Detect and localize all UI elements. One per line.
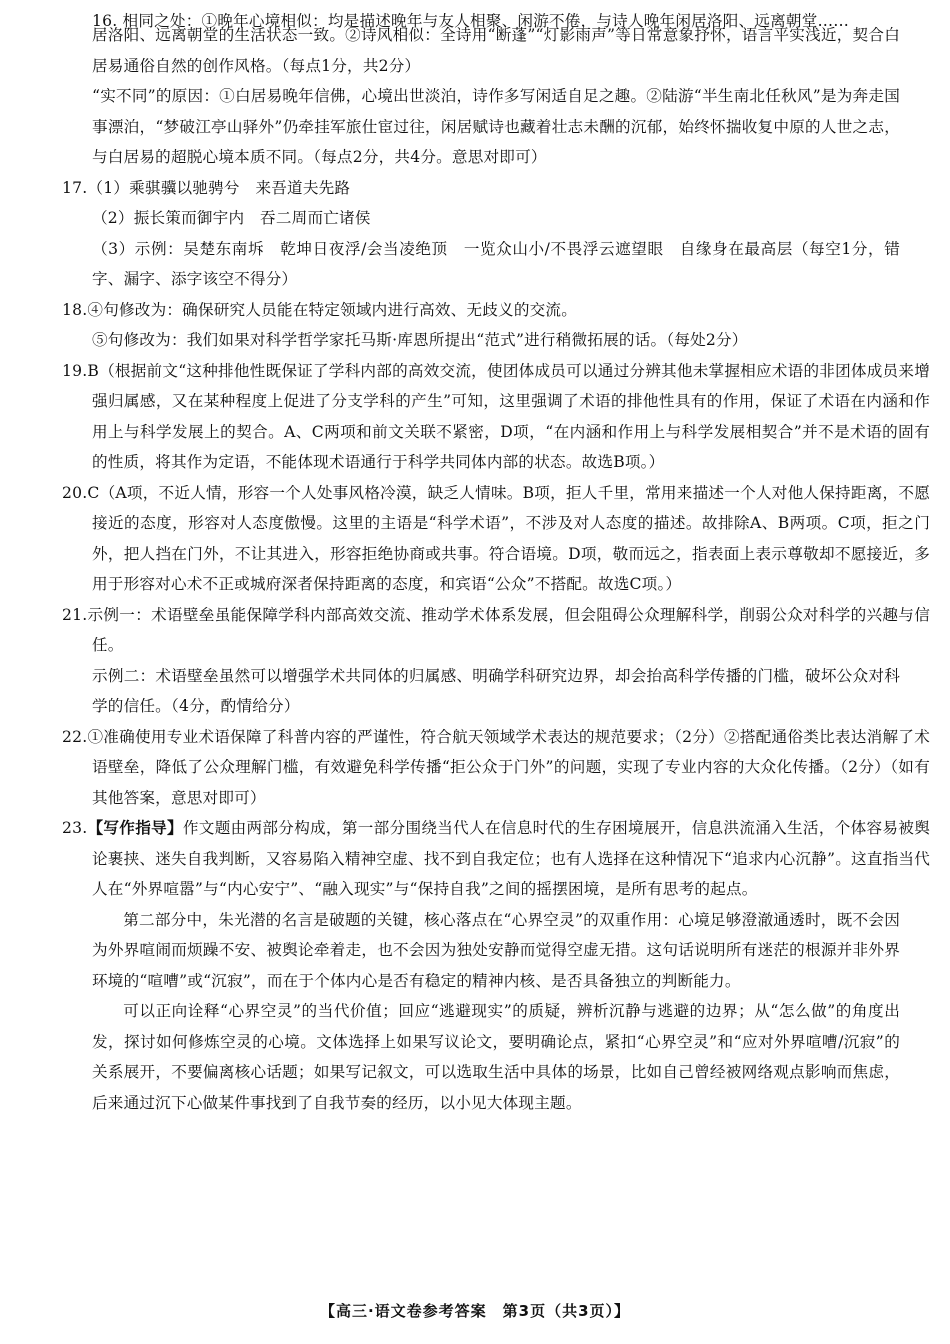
cut-off-line: 16. 相同之处：①晚年心境相似：均是描述晚年与友人相聚、闲游不倦，与诗人晚年闲居洛阳、远离朝堂…… (92, 12, 850, 30)
q23-paragraph-1: 作文题由两部分构成，第一部分围绕当代人在信息时代的生存困境展开，信息洪流涌入生活，个体容易被舆论裹挟、迷失自我判断，又容易陷入精神空虚、找不到自我定位；也有人选择在这种情况下“追求内心沉静”。这直指当代人在“外界喧嚣”与“内心安宁”、“融入现实”与“保持自我”之间的摇摆困境，是所有思考的起点。 (92, 819, 931, 898)
q23-label: 【写作指导】 (87, 818, 183, 837)
q16-continuation-2: “实不同”的原因：①白居易晚年信佛，心境出世淡泊，诗作多写闲适自足之趣。②陆游“半生南北任秋风”是为奔走国事漂泊，“梦破江亭山驿外”仍牵挂军旅仕宦过往，闲居赋诗也藏着壮志未酬的沉郁，始终怀揣收复中原的人世之志，与白居易的超脱心境本质不同。（每点2分，共4分。意思对即可） (92, 87, 900, 166)
q17-item-2: （2）振长策而御宇内 吞二周而亡诸侯 (92, 209, 371, 227)
q23-paragraph-3: 可以正向诠释“心界空灵”的当代价值；回应“逃避现实”的质疑，辨析沉静与逃避的边界；从“怎么做”的角度出发，探讨如何修炼空灵的心境。文体选择上如果写议论文，要明确论点，紧扣“心界空灵”和“应对外界喧嘈/沉寂”的关系展开，不要偏离核心话题；如果写记叙文，可以选取生活中具体的场景，比如自己曾经被网络观点影响而焦虑，后来通过沉下心做某件事找到了自我节奏的经历，以小见大体现主题。 (92, 1002, 900, 1112)
q18-item-2: ⑤句修改为：我们如果对科学哲学家托马斯·库恩所提出“范式”进行稍微拓展的话。（每处2分） (92, 331, 748, 349)
q19-answer: 19.B（根据前文“这种排他性既保证了学科内部的高效交流，使团体成员可以通过分辨其他未掌握相应术语的非团体成员来增强归属感，又在某种程度上促进了分支学科的产生”可知，这里强调了术语的排他性具有的作用，保证了术语在内涵和作用上与科学发展上的契合。A、C两项和前文关联不紧密，D项，“在内涵和作用上与科学发展相契合”并不是术语的固有的性质，将其作为定语，不能体现术语通行于科学共同体内部的状态。故选B项。） (62, 361, 930, 471)
answer-content (62, 6, 931, 1118)
q23-number: 23. (62, 819, 88, 837)
q23-writing-guide (62, 813, 930, 905)
q17-item-1: 17.（1）乘骐骥以驰骋兮 来吾道夫先路 (62, 178, 351, 197)
page-footer: 【高三·语文卷参考答案 第3页（共3页）】 (319, 1302, 631, 1320)
q21-example-1: 21.示例一：术语壁垒虽能保障学科内部高效交流、推动学术体系发展，但会阻碍公众理解科学，削弱公众对科学的兴趣与信任。 (62, 605, 930, 654)
q18-item-1: 18.④句修改为：确保研究人员能在特定领域内进行高效、无歧义的交流。 (62, 300, 578, 319)
q17-item-3: （3）示例：吴楚东南坼 乾坤日夜浮/会当凌绝顶 一览众山小/不畏浮云遮望眼 自缘身在最高层（每空1分，错字、漏字、添字该空不得分） (92, 239, 900, 288)
q16-continuation-1: 居洛阳、远离朝堂的生活状态一致。②诗风相似：全诗用“断蓬”“灯影雨声”等日常意象抒怀，语言平实浅近，契合白居易通俗自然的创作风格。（每点1分，共2分） (92, 26, 900, 75)
q20-answer: 20.C（A项，不近人情，形容一个人处事风格冷漠，缺乏人情味。B项，拒人千里，常用来描述一个人对他人保持距离，不愿接近的态度，形容对人态度傲慢。这里的主语是“科学术语”，不涉及对人态度的描述。故排除A、B两项。C项，拒之门外，把人挡在门外，不让其进入，形容拒绝协商或共事。符合语境。D项，敬而远之，指表面上表示尊敬却不愿接近，多用于形容对心术不正或城府深者保持距离的态度，和宾语“公众”不搭配。故选C项。） (62, 483, 930, 593)
q21-example-2: 示例二：术语壁垒虽然可以增强学术共同体的归属感、明确学科研究边界，却会抬高科学传播的门槛，破坏公众对科学的信任。（4分，酌情给分） (92, 666, 900, 715)
q23-paragraph-2: 第二部分中，朱光潜的名言是破题的关键，核心落点在“心界空灵”的双重作用：心境足够澄澈通透时，既不会因为外界喧闹而烦躁不安、被舆论牵着走，也不会因为独处安静而觉得空虚无措。这句话说明所有迷茫的根源并非外界环境的“喧嘈”或“沉寂”，而在于个体内心是否有稳定的精神内核、是否具备独立的判断能力。 (92, 910, 900, 990)
q22-answer: 22.①准确使用专业术语保障了科普内容的严谨性，符合航天领域学术表达的规范要求；（2分）②搭配通俗类比表达消解了术语壁垒，降低了公众理解门槛，有效避免科学传播“拒公众于门外”的问题，实现了专业内容的大众化传播。（2分）（如有其他答案，意思对即可） (62, 727, 930, 807)
